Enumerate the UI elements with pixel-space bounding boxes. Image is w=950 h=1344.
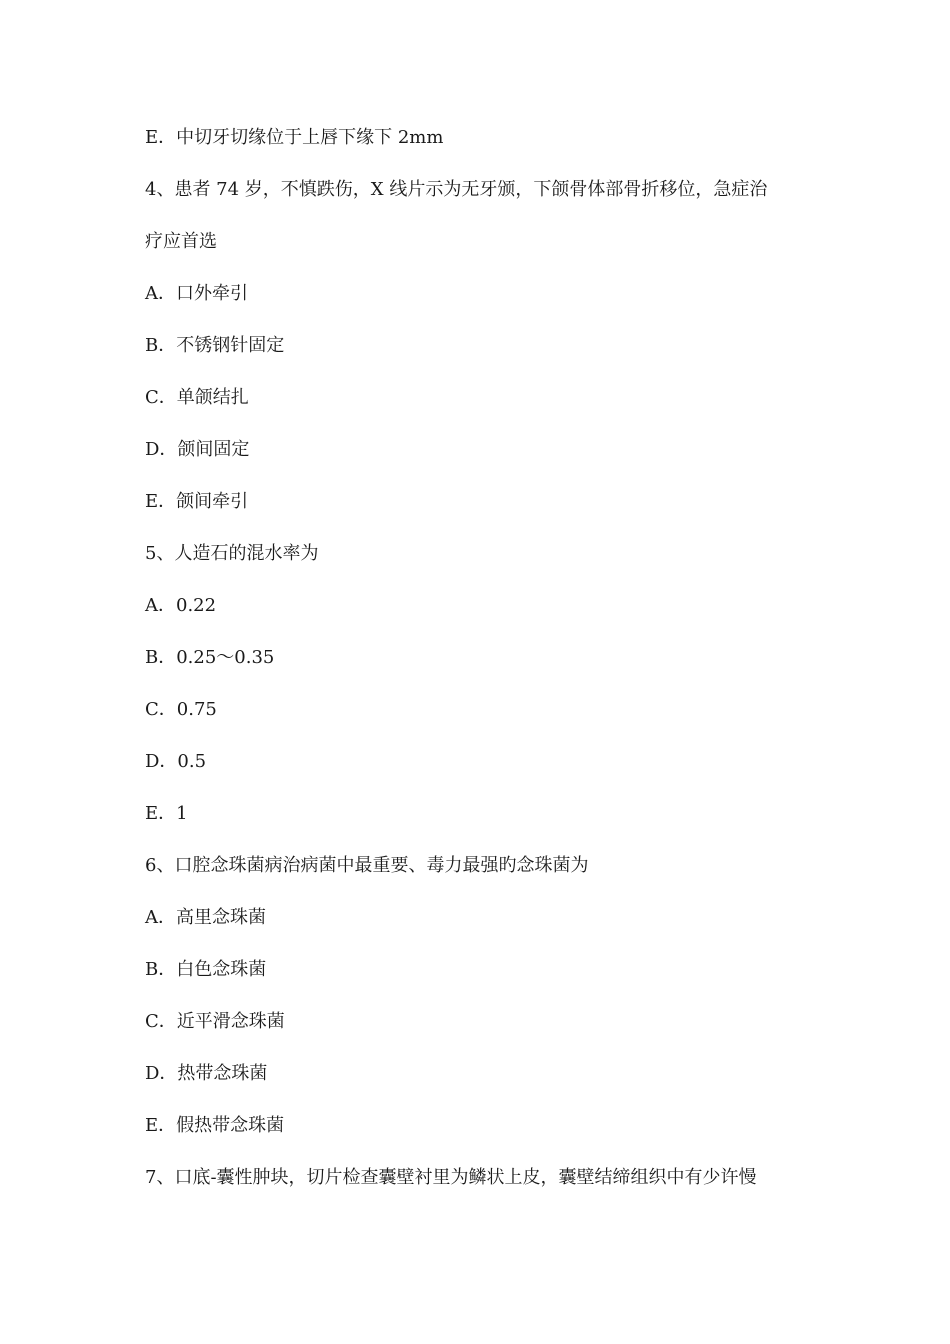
option-c-q5: C．0.75 — [145, 699, 217, 720]
option-c-q6: C．近平滑念珠菌 — [145, 1011, 285, 1032]
question-7-line-1: 7、口底-囊性肿块，切片检查囊壁衬里为鳞状上皮，囊壁结缔组织中有少许慢 — [145, 1167, 757, 1188]
option-d-q4: D．颌间固定 — [145, 439, 250, 460]
question-4-line-2: 疗应首选 — [145, 231, 217, 252]
question-5: 5、人造石的混水率为 — [145, 543, 319, 564]
option-a-q5: A．0.22 — [145, 595, 217, 616]
option-e-q4: E．颌间牵引 — [145, 491, 249, 512]
option-c-q4: C．单颌结扎 — [145, 387, 249, 408]
option-d-q6: D．热带念珠菌 — [145, 1063, 268, 1084]
question-6: 6、口腔念珠菌病治病菌中最重要、毒力最强旳念珠菌为 — [145, 855, 589, 876]
option-a-q6: A．高里念珠菌 — [145, 907, 266, 928]
option-b-q4: B．不锈钢针固定 — [145, 335, 285, 356]
question-4-line-1: 4、患者 74 岁，不慎跌伤，X 线片示为无牙颁，下颌骨体部骨折移位，急症治 — [145, 179, 768, 200]
option-d-q5: D．0.5 — [145, 751, 207, 772]
option-a-q4: A．口外牵引 — [145, 283, 248, 304]
option-e-q3: E．中切牙切缘位于上唇下缘下 2mm — [145, 127, 444, 148]
option-b-q5: B．0.25～0.35 — [145, 647, 275, 668]
option-e-q5: E．1 — [145, 803, 188, 824]
option-b-q6: B．白色念珠菌 — [145, 959, 267, 980]
option-e-q6: E．假热带念珠菌 — [145, 1115, 285, 1136]
